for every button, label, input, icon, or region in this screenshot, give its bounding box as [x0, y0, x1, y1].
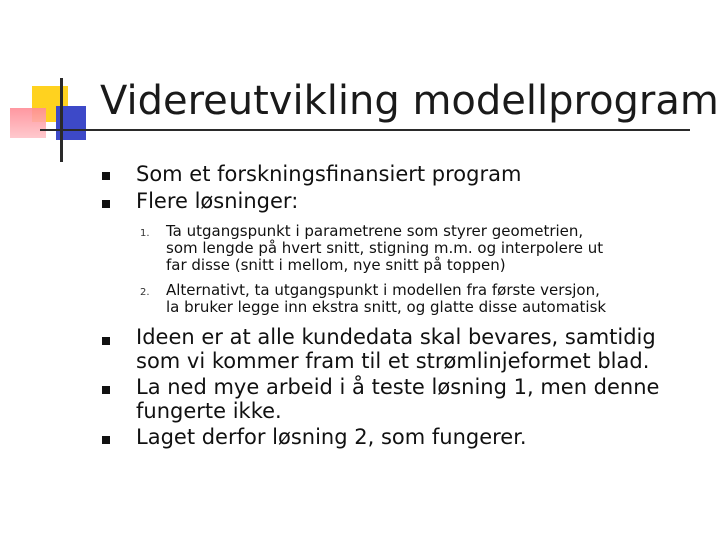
bullet-text: La ned mye arbeid i å teste løsning 1, men denne: [136, 375, 660, 399]
bullet-text: Ideen er at alle kundedata skal bevares, samtidig: [136, 325, 656, 349]
sub-item-line: Alternativt, ta utgangspunkt i modellen fra første versjon,: [166, 281, 600, 299]
bullet-icon: [100, 384, 112, 396]
bullet-icon: [100, 170, 112, 182]
sub-item-line: Ta utgangspunkt i parametrene som styrer geometrien,: [166, 222, 584, 240]
bullet-text: fungerte ikke.: [136, 399, 282, 423]
bullet-text: Flere løsninger:: [136, 189, 299, 213]
bullet-icon: [100, 335, 112, 347]
decor-vertical-line: [60, 78, 63, 162]
bullet-text: Laget derfor løsning 2, som fungerer.: [136, 425, 527, 449]
sub-item-line: far disse (snitt i mellom, nye snitt på toppen): [166, 256, 506, 274]
sub-item-number: 2.: [140, 287, 150, 298]
sub-item-line: la bruker legge inn ekstra snitt, og glatte disse automatisk: [166, 298, 607, 316]
bullet-icon: [100, 198, 112, 210]
decor-horizontal-line: [40, 129, 690, 131]
sub-item-line: som lengde på hvert snitt, stigning m.m. og interpolere ut: [166, 239, 604, 257]
slide-title: Videreutvikling modellprogram: [100, 78, 719, 124]
bullet-icon: [100, 434, 112, 446]
sub-item-number: 1.: [140, 228, 150, 239]
bullet-text: som vi kommer fram til et strømlinjeformet blad.: [136, 349, 650, 373]
decor-pink-square: [10, 108, 46, 138]
bullet-text: Som et forskningsfinansiert program: [136, 162, 522, 186]
